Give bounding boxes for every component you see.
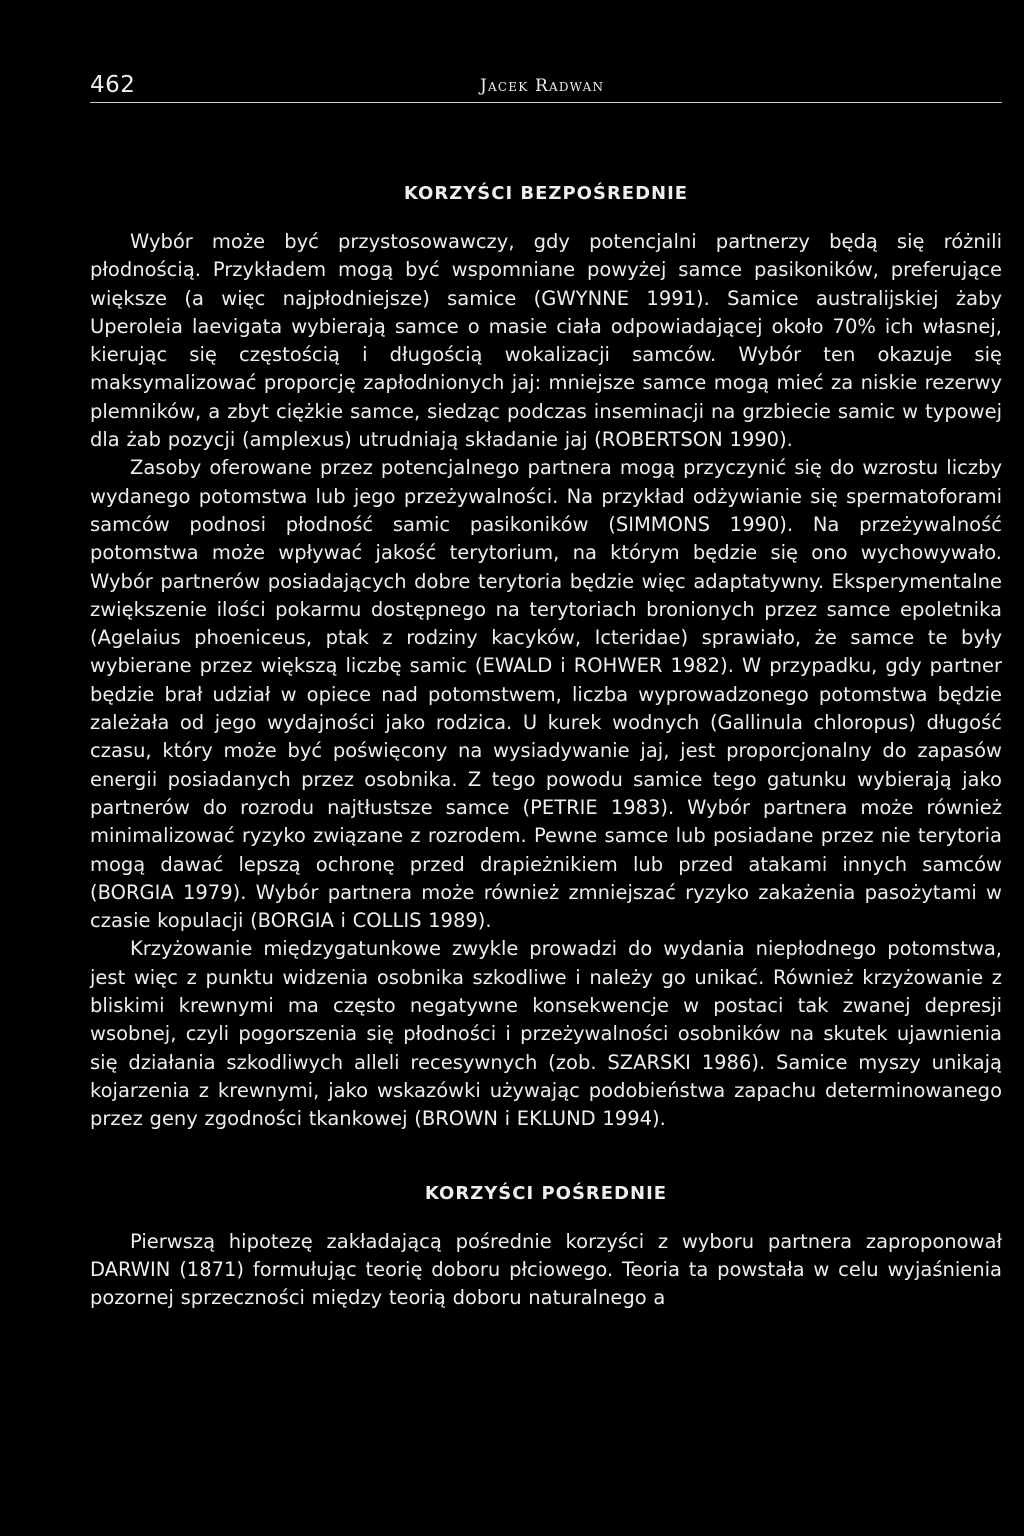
paragraph: Krzyżowanie międzygatunkowe zwykle prowadzi do wydania niepłodnego potomstwa, jest więc z punktu widzenia osobnika szkodliwe i należy go unikać. Również krzyżowanie z bliskimi krewnymi ma często negatywne konsekwencje w postaci tak zwanej depresji wsobnej, czyli pogorszenia się płodności i przeżywalności osobników na skutek ujawnienia się działania szkodliwych alleli recesywnych (zob. SZARSKI 1986). Samice myszy unikają kojarzenia z krewnymi, jako wskazówki używając podobieństwa zapachu determinowanego przez geny zgodności tkankowej (BROWN i EKLUND 1994). xyxy=(90,937,1002,1131)
section-body-direct-benefits xyxy=(90,228,1002,1134)
section-title-direct-benefits: KORZYŚCI BEZPOŚREDNIE xyxy=(403,183,689,204)
running-head: Jacek Radwan xyxy=(480,76,605,96)
paragraph: Wybór może być przystosowawczy, gdy potencjalni partnerzy będą się różnili płodnością. Przykładem mogą być wspomniane powyżej samce pasikoników, preferujące większe (a więc najpłodniejsze) samice (GWYNNE 1991). Samice australijskiej żaby Uperoleia laevigata wybierają samce o masie ciała odpowiadającej około 70% ich własnej, kierując się częstością i długością wokalizacji samców. Wybór ten okazuje się maksymalizować proporcję zapłodnionych jaj: mniejsze samce mogą mieć za niskie rezerwy plemników, a zbyt ciężkie samce, siedząc podczas inseminacji na grzbiecie samic w typowej dla żab pozycji (amplexus) utrudniają składanie jaj (ROBERTSON 1990). xyxy=(90,230,1002,452)
page xyxy=(90,64,1002,1312)
page-header xyxy=(90,64,1002,103)
paragraph: Zasoby oferowane przez potencjalnego partnera mogą przyczynić się do wzrostu liczby wydanego potomstwa lub jego przeżywalności. Na przykład odżywianie się spermatoforami samców podnosi płodność samic pasikoników (SIMMONS 1990). Na przeżywalność potomstwa może wpływać jakość terytorium, na którym będzie się ono wychowywało. Wybór partnerów posiadających dobre terytoria będzie więc adaptatywny. Eksperymentalne zwiększenie ilości pokarmu dostępnego na terytoriach bronionych przez samce epoletnika (Agelaius phoeniceus, ptak z rodziny kacyków, Icteridae) sprawiało, że samce te były wybierane przez większą liczbę samic (EWALD i ROHWER 1982). W przypadku, gdy partner będzie brał udział w opiece nad potomstwem, liczba wyprowadzonego potomstwa będzie zależała od jego wydajności jako rodzica. U kurek wodnych (Gallinula chloropus) długość czasu, który może być poświęcony na wysiadywanie jaj, jest proporcjonalny do zapasów energii posiadanych przez osobnika. Z tego powodu samice tego gatunku wybierają jako partnerów do rozrodu najtłustsze samce (PETRIE 1983). Wybór partnera może również minimalizować ryzyko związane z rozrodem. Pewne samce lub posiadane przez nie terytoria mogą dawać lepszą ochronę przed drapieżnikiem lub przed atakami innych samców (BORGIA 1979). Wybór partnera może również zmniejszać ryzyko zakażenia pasożytami w czasie kopulacji (BORGIA i COLLIS 1989). xyxy=(90,456,1002,933)
page-number: 462 xyxy=(90,72,136,98)
paragraph: Pierwszą hipotezę zakładającą pośrednie korzyści z wyboru partnera zaproponował DARWIN (1871) formułując teorię doboru płciowego. Teoria ta powstała w celu wyjaśnienia pozornej sprzeczności między teorią doboru naturalnego a xyxy=(90,1229,1002,1310)
section-title-indirect-benefits: KORZYŚCI POŚREDNIE xyxy=(424,1182,668,1204)
section-body-indirect-benefits xyxy=(90,1228,1002,1313)
